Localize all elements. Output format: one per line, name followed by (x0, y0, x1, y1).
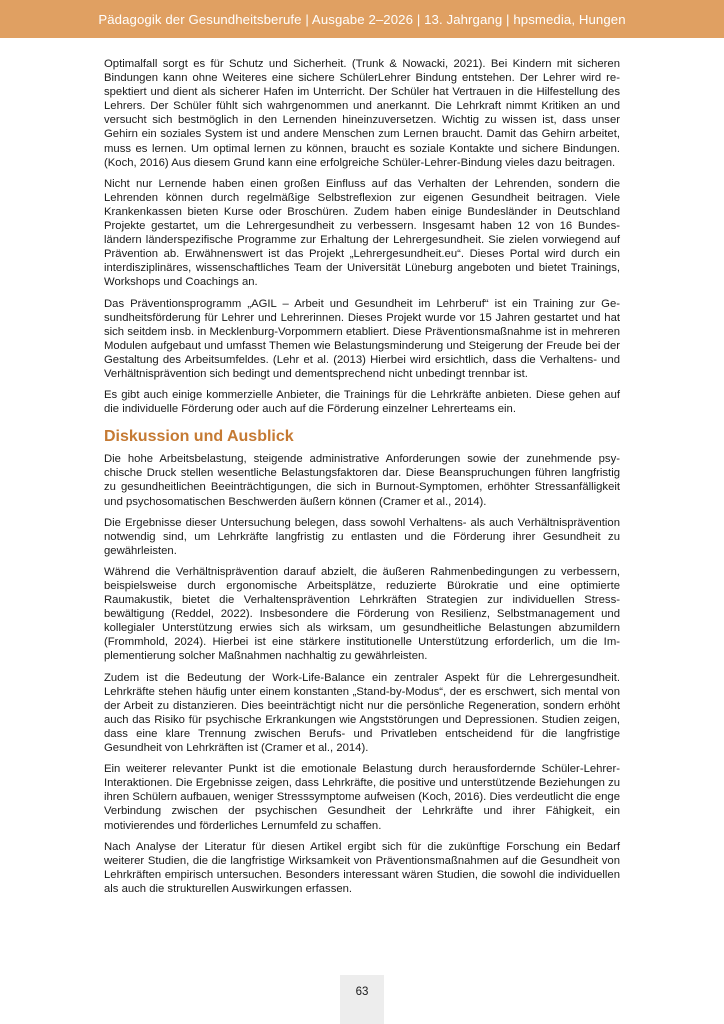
body-paragraph: Das Präventionsprogramm „AGIL – Arbeit und Gesundheit im Lehrberuf“ ist ein Training zur Gesundheitsförderung für Lehrer und Lehrerinnen. Dieses Projekt wurde vor 15 Jahren gestartet und hat sich seitdem insb. in Mecklenburg-Vorpommern etabliert. Diese Präventionsmaßnahme ist in mehreren Modulen aufgebaut und umfasst Themen wie Belastungsminderung und Steigerung der Freude bei der Gestaltung des Arbeitsumfeldes. (Lehr et al. (2013) Hierbei wird ersichtlich, dass die Verhaltens- und Verhältnisprävention sich bedingt und dementsprechend nicht unbedingt trennbar ist. (104, 297, 620, 380)
body-paragraph: Während die Verhältnisprävention darauf abzielt, die äußeren Rahmenbedingungen zu verbessern, beispielsweise durch ergonomische Arbeitsplätze, reduzierte Bürokratie und eine optimierte Raumakustik, bietet die Verhaltensprävention Lehrkräften Strategien zur individuellen Stressbewältigung (Reddel, 2022). Insbesondere die Förderung von Resilienz, Selbstmanagement und kollegialer Unterstützung erwies sich als wirksam, um gesundheitliche Belastungen abzumildern (Frommhold, 2024). Hierbei ist eine stärkere institutionelle Unterstützung erforderlich, um die Implementierung solcher Maßnahmen nachhaltig zu gewährleisten. (104, 565, 620, 663)
journal-header-text: Pädagogik der Gesundheitsberufe | Ausgabe 2–2026 | 13. Jahrgang | hpsmedia, Hungen (98, 11, 626, 27)
page-number-box (340, 975, 384, 1024)
journal-header-bar (0, 0, 724, 38)
body-paragraph: Ein weiterer relevanter Punkt ist die emotionale Belastung durch herausfordernde Schüler-Lehrer-Interaktionen. Die Ergebnisse zeigen, dass Lehrkräfte, die positive und unterstützende Beziehungen zu ihren Schülern aufbauen, weniger Stresssymptome aufweisen (Koch, 2016). Dies verdeutlicht die enge Verbindung zwischen der psychischen Gesundheit der Lehrkräfte und ihrer Fähigkeit, ein motivierendes und förderliches Lernumfeld zu schaffen. (104, 763, 620, 832)
body-paragraph: Die hohe Arbeitsbelastung, steigende administrative Anforderungen sowie der zunehmende psychische Druck stellen wesentliche Belastungsfaktoren dar. Diese Beanspruchungen führen langfristig zu gesundheitlichen Beeinträchtigungen, die sich in Burnout-Symptomen, erhöhter Stressanfälligkeit und psychosomatischen Beschwerden äußern können (Cramer et al., 2014). (104, 453, 620, 508)
body-paragraph: Zudem ist die Bedeutung der Work-Life-Balance ein zentraler Aspekt für die Lehrergesundheit. Lehrkräfte stehen häufig unter einem konstanten „Stand-by-Modus“, der es erschwert, sich mental von der Arbeit zu distanzieren. Dies beeinträchtigt nicht nur die persönliche Regeneration, sondern erhöht auch das Risiko für psychische Erkrankungen wie Angststörungen und Depressionen. Studien zeigen, dass eine klare Trennung zwischen Berufs- und Privatleben entscheidend für die langfristige Gesundheit von Lehrkräften ist (Cramer et al., 2014). (104, 671, 620, 755)
body-paragraph: Nach Analyse der Literatur für diesen Artikel ergibt sich für die zukünftige Forschung ein Bedarf weiterer Studien, die die langfristige Wirksamkeit von Präventionsmaßnahmen auf die Gesundheit von Lehrkräften empirisch untersuchen. Besonders interessant wären Studien, die sowohl die individuellen als auch die strukturellen Auswirkungen erfassen. (104, 840, 620, 895)
body-paragraph: Nicht nur Lernende haben einen großen Einfluss auf das Verhalten der Lehrenden, sondern die Lehrenden können durch regelmäßige Selbstreflexion zur eigenen Gesundheit beitragen. Viele Krankenkassen bieten Kurse oder Broschüren. Zudem haben einige Bundesländer in Deutschland Projekte gestartet, um die Lehrergesundheit zu verbessern. Insgesamt haben 12 von 16 Bundesländern länderspezifische Programme zur Erhaltung der Lehrergesundheit. Sie zielen vorwiegend auf Prävention ab. Erwähnenswert ist das Projekt „Lehrergesundheit.eu“. Dieses Portal wird durch ein interdisziplinäres, wissenschaftliches Team der Universität Lüneburg angeboten und bietet Trainings, Workshops und Coachings an. (104, 177, 620, 289)
body-paragraph: Die Ergebnisse dieser Untersuchung belegen, dass sowohl Verhaltens- als auch Verhältnisprävention notwendig sind, um Lehrkräfte langfristig zu entlasten und die Förderung ihrer Gesundheit zu gewährleisten. (104, 516, 620, 557)
article-body (104, 57, 620, 903)
body-paragraph: Optimalfall sorgt es für Schutz und Sicherheit. (Trunk & Nowacki, 2021). Bei Kindern mit sicheren Bindungen kann ohne Weiteres eine sichere SchülerLehrer Bindung entstehen. Der Lehrer wird respektiert und dient als sicherer Hafen im Unterricht. Der Schüler hat Vertrauen in die Hilfestellung des Lehrers. Der Schüler fühlt sich wahrgenommen und anerkannt. Die Lehrkraft nimmt Kritiken an und versucht sich bestmöglich in den Lernenden hineinzuversetzen. Wichtig zu wissen ist, dass unser Gehirn ein soziales System ist und andere Menschen zum Lernen braucht. Damit das Gehirn arbeitet, muss es lernen. Um optimal lernen zu können, braucht es soziale Kontakte und sichere Bindungen. (Koch, 2016) Aus diesem Grund kann eine erfolgreiche Schüler-Lehrer-Bindung vieles dazu beitragen. (104, 58, 620, 169)
body-paragraph: Es gibt auch einige kommerzielle Anbieter, die Trainings für die Lehrkräfte anbieten. Diese gehen auf die individuelle Förderung oder auch auf die Förderung einzelner Lehrerteams ein. (104, 389, 620, 416)
page-number: 63 (355, 986, 369, 998)
section-heading: Diskussion und Ausblick (104, 428, 294, 446)
